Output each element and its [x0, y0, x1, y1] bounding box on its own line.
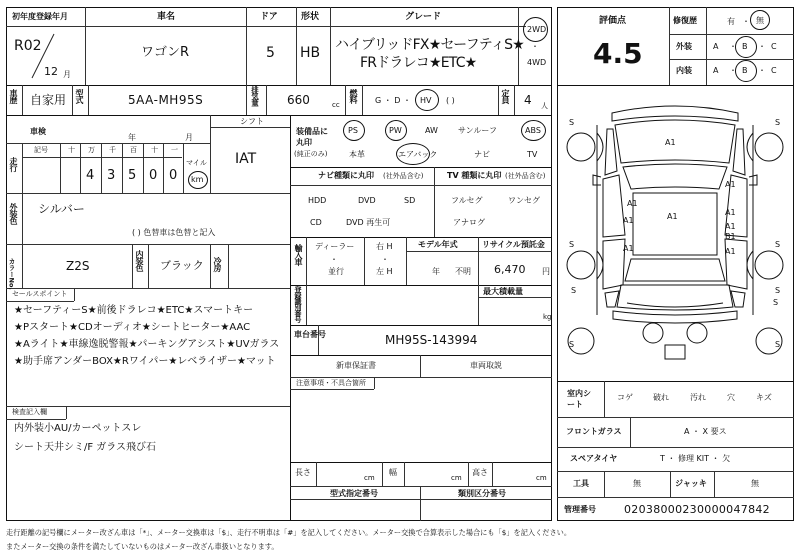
ext-grade-a: A	[713, 42, 719, 51]
mileage-digit: 4	[86, 168, 95, 183]
inspection-month-unit: 月	[185, 133, 193, 142]
import-left-h: 左 H	[376, 267, 393, 276]
equip-sunroof: サンルーフ	[458, 126, 497, 135]
equip-abs: ABS	[525, 126, 541, 135]
exterior-color-label: 外装色	[9, 203, 18, 224]
shift-value: IAT	[235, 151, 257, 167]
first-reg-era: R02	[14, 38, 42, 54]
tools-value: 無	[633, 479, 641, 488]
s-mark-3: S	[569, 240, 575, 249]
interior-label: 内装	[676, 66, 692, 75]
displacement-value: 660	[287, 93, 310, 107]
footer-note-1: 走行距離の記号欄にメーター改ざん車は「*」、メーター交換車は「$」、走行不明車は「#」を記入してください。メーター交換で合算表示した場合にも「$」を記入ください。	[6, 528, 572, 537]
inspector-line-1: 内外装小AU/カーペットスレ	[14, 423, 142, 434]
tv-oneseg: ワンセグ	[508, 196, 540, 205]
dim-width: 幅	[389, 468, 397, 477]
mileage-place-label: 千	[109, 146, 116, 154]
fuel-options: G ・ D ・	[375, 96, 411, 105]
dim-width-cm: cm	[451, 474, 462, 482]
chassis-label-1: 車台番号	[294, 330, 326, 339]
seat-label: 室内シート	[567, 389, 591, 409]
score-value: 4.5	[593, 37, 643, 70]
damage-label-2: A1	[725, 180, 736, 189]
mile-label: マイル	[186, 159, 207, 167]
s-mark-6: S	[775, 286, 781, 295]
seat-item-3: 汚れ	[690, 393, 706, 402]
drive-4wd: 4WD	[527, 58, 547, 67]
damage-label-5: A1	[667, 212, 678, 221]
repair-no: 無	[756, 16, 764, 25]
sales-point-line-4: ★助手席アンダーBOX★Rワイパー★レベライザー★マット	[14, 356, 276, 367]
doors-label: ドア	[260, 12, 278, 22]
mileage-code-label: 記号	[34, 146, 48, 154]
import-label: 輸入車	[294, 244, 303, 265]
category-number-label: 類別区分番号	[458, 489, 506, 498]
fuel-selected: HV	[420, 96, 432, 105]
inspector-line-2: シート天井シミ/F ガラス飛び石	[14, 442, 156, 453]
doors-value: 5	[266, 45, 275, 61]
damage-label-4: A1	[725, 208, 736, 217]
usage-label: 車歴	[9, 89, 18, 103]
navi-cd: CD	[310, 218, 322, 227]
windshield-label: フロントガラス	[566, 427, 622, 436]
type-designation-label: 型式指定番号	[330, 489, 378, 498]
ext-dot-1: ・	[729, 42, 737, 51]
navi-hdd: HDD	[308, 196, 327, 205]
shift-label: シフト	[240, 117, 264, 126]
inspection-year-unit: 年	[128, 133, 136, 142]
equipment-title-2: 丸印	[296, 138, 312, 147]
car-name: ワゴンR	[141, 45, 190, 60]
damage-label-7: A1	[623, 216, 634, 225]
cc-unit: cc	[332, 101, 340, 109]
damage-label-3: A1	[627, 199, 638, 208]
capacity-value: 4	[524, 93, 532, 107]
color-no-label: カラーNo.	[7, 258, 16, 290]
s-mark-7: S	[773, 298, 779, 307]
displacement-label: 排気量	[250, 86, 260, 106]
sales-point-line-2: ★Pスタート★CDオーディオ★シートヒーター★AAC	[14, 322, 251, 333]
ext-dot-2: ・	[758, 42, 766, 51]
damage-label-6: A1	[725, 222, 736, 231]
mileage-place-label: 百	[130, 146, 137, 154]
model-year-label: モデル年式	[418, 240, 458, 249]
equipment-title-3: (純正のみ)	[294, 150, 328, 158]
first-reg-label: 初年度登録年月	[12, 12, 68, 21]
mileage-place-label: 一	[171, 146, 178, 154]
seat-item-2: 破れ	[653, 393, 669, 402]
int-grade-a: A	[713, 66, 719, 75]
mileage-digit: 5	[128, 168, 137, 183]
int-dot-1: ・	[729, 66, 737, 75]
first-reg-month: 12	[44, 65, 58, 78]
chassis-value: MH95S-143994	[385, 333, 478, 347]
recycle-yen: 円	[542, 267, 550, 276]
exterior-color-note: ( ) 色替車は色替と記入	[132, 228, 216, 237]
int-dot-2: ・	[758, 66, 766, 75]
equip-tv: TV	[527, 150, 538, 159]
ext-grade-c: C	[771, 42, 777, 51]
s-mark-9: S	[569, 340, 575, 349]
tv-title-note: (社外品含む)	[505, 172, 546, 180]
s-mark-1: S	[569, 118, 575, 127]
mileage-place-label: 万	[88, 146, 95, 154]
equipment-title-1: 装備品に	[296, 127, 328, 136]
navi-dvd-play: DVD 再生可	[346, 218, 391, 227]
s-mark-8: S	[775, 340, 781, 349]
s-mark-5: S	[571, 286, 577, 295]
equip-pw: PW	[389, 126, 402, 135]
color-no-value: Z2S	[66, 259, 90, 273]
car-name-label: 車名	[157, 12, 176, 22]
drive-dot: ・	[531, 42, 539, 51]
exterior-label: 外装	[676, 42, 692, 51]
sales-point-line-3: ★Aライト★車線逸脱警報★パーキングアシスト★UVガラス	[14, 339, 280, 350]
fuel-paren: ( )	[446, 96, 455, 105]
jack-label: ジャッキ	[675, 479, 707, 488]
sales-point-line-1: ★セーフティーS★前後ドラレコ★ETC★スマートキー	[14, 305, 254, 316]
interior-color-label: 内装色	[135, 250, 144, 271]
notes-label: 注意事項・不具合箇所	[296, 379, 366, 387]
management-value: 02038000230000047842	[624, 503, 770, 516]
import-dot-2: ・	[381, 255, 389, 264]
ac-label: 冷房	[213, 257, 222, 271]
footer-note-2: またメーター交換の条件を満たしていないものはメーター改ざん車扱いとなります。	[6, 542, 279, 551]
model-label: 型式	[75, 89, 84, 103]
docs-warranty: 新車保証書	[336, 361, 376, 370]
seat-item-4: 穴	[727, 393, 735, 402]
seat-item-1: コゲ	[617, 393, 633, 402]
grade-line-2: FRドラレコ★ETC★	[360, 55, 477, 71]
seat-item-5: キズ	[756, 393, 772, 402]
equip-airbag: エアバック	[398, 150, 438, 159]
recycle-value: 6,470	[494, 263, 526, 276]
damage-label-1: A1	[665, 138, 676, 147]
dim-height: 高さ	[472, 468, 488, 477]
repair-label: 修復歴	[673, 16, 697, 25]
equip-navi: ナビ	[474, 150, 490, 159]
inspection-label: 車検	[30, 127, 46, 136]
sales-points-label: セールスポイント	[12, 290, 68, 298]
car-damage-diagram	[557, 85, 794, 381]
shape-label: 形状	[301, 12, 320, 22]
inspector-label: 検査記入欄	[12, 408, 47, 416]
mileage-place-label: 十	[68, 146, 75, 154]
dim-length: 長さ	[295, 468, 311, 477]
import-dot: ・	[330, 255, 338, 264]
repair-yes: 有	[727, 17, 735, 26]
import-parallel: 並行	[328, 267, 344, 276]
recycle-label: リサイクル預託金	[482, 240, 545, 249]
tv-fullseg: フルセグ	[451, 196, 483, 205]
fuel-label: 燃料	[349, 89, 358, 103]
repair-dot: ・	[742, 17, 750, 26]
capacity-label: 定員	[501, 89, 510, 103]
shape-value: HB	[300, 45, 321, 61]
tools-label: 工具	[573, 479, 589, 488]
interior-color-value: ブラック	[160, 259, 204, 272]
score-label: 評価点	[599, 16, 627, 26]
s-mark-4: S	[775, 240, 781, 249]
max-load-kg: kg	[543, 313, 552, 321]
damage-label-10: A1	[725, 247, 736, 256]
model-year-unknown: 不明	[455, 267, 471, 276]
navi-title-note: (社外品含む)	[383, 172, 424, 180]
windshield-options: A ・ X 要ス	[684, 427, 727, 436]
import-right-h: 右 H	[376, 242, 393, 251]
usage-value: 自家用	[30, 93, 67, 107]
navi-sd: SD	[404, 196, 416, 205]
navi-title: ナビ種類に丸印	[318, 171, 374, 180]
int-grade-c: C	[771, 66, 777, 75]
spare-options: T ・ 修理 KIT ・ 欠	[660, 454, 731, 463]
grade-line-1: ハイブリッドFX★セーフティS★	[335, 37, 524, 53]
damage-label-8: A1	[623, 244, 634, 253]
damage-label-9: B1	[725, 232, 736, 241]
s-mark-2: S	[775, 118, 781, 127]
mileage-place-label: 十	[151, 146, 158, 154]
ext-grade-b: B	[742, 42, 748, 51]
grade-label: グレード	[405, 12, 442, 22]
exterior-color-value: シルバー	[38, 202, 85, 216]
equip-ps: PS	[348, 126, 358, 135]
capacity-unit: 人	[541, 102, 548, 110]
model-year-unit: 年	[432, 267, 440, 276]
docs-manual: 車両取説	[470, 361, 502, 370]
management-label: 管理番号	[564, 505, 596, 514]
month-unit: 月	[63, 70, 71, 79]
model-value: 5AA-MH95S	[128, 93, 204, 107]
equip-leather: 本革	[349, 150, 365, 159]
drive-2wd: 2WD	[527, 25, 547, 34]
spare-label: スペアタイヤ	[570, 454, 618, 463]
navi-dvd: DVD	[358, 196, 376, 205]
mileage-digit: 0	[169, 168, 178, 183]
registration-label: 登録識別番号	[294, 286, 302, 322]
tv-analog: アナログ	[453, 218, 485, 227]
mileage-digit: 0	[149, 168, 158, 183]
mileage-label: 走行	[9, 157, 18, 171]
jack-value: 無	[751, 479, 759, 488]
equip-aw: AW	[425, 126, 438, 135]
km-label: km	[191, 175, 204, 184]
mileage-digit: 3	[107, 168, 116, 183]
dim-length-cm: cm	[364, 474, 375, 482]
dim-height-cm: cm	[536, 474, 547, 482]
tv-title: TV 種類に丸印	[447, 171, 502, 180]
max-load-label: 最大積載量	[483, 287, 523, 296]
int-grade-b: B	[742, 66, 748, 75]
import-dealer: ディーラー	[315, 242, 355, 251]
